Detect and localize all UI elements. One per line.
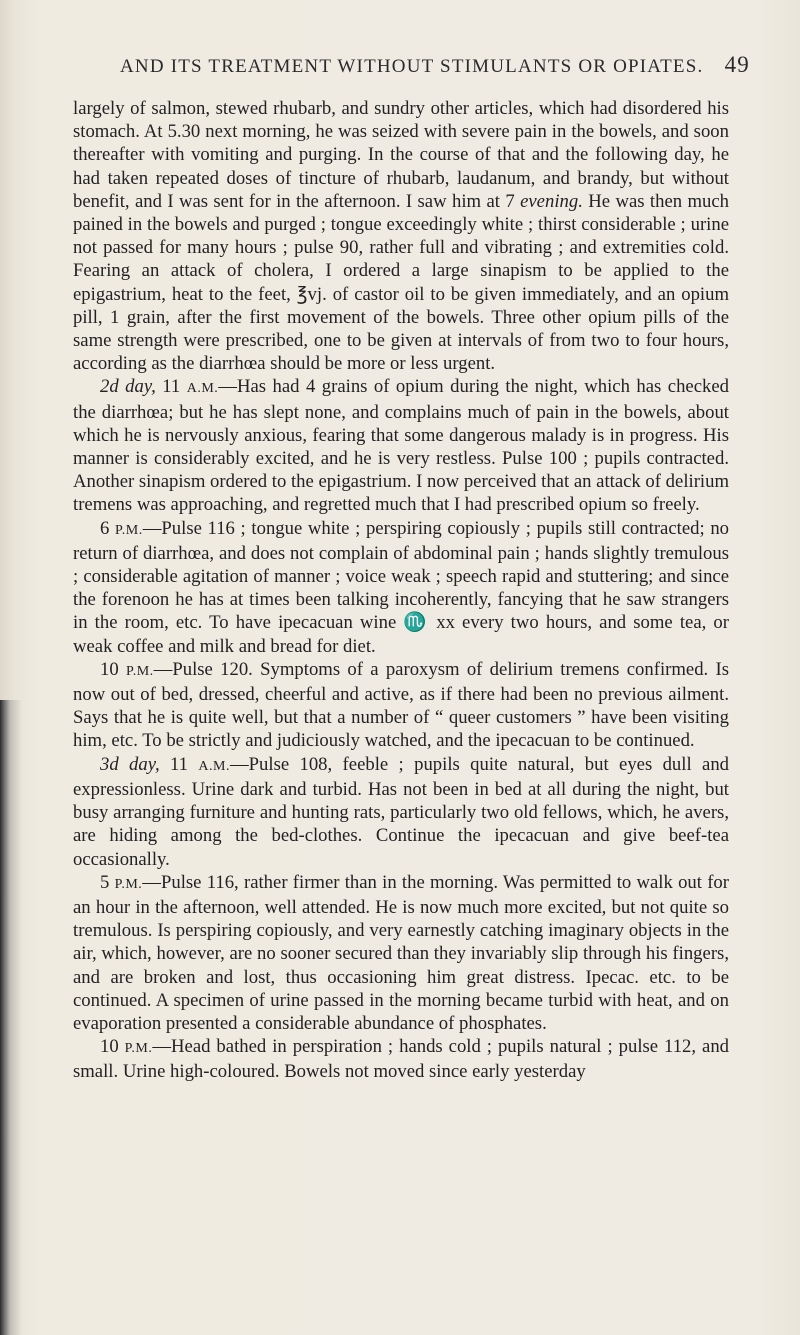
small-caps-text: P.M. [115, 522, 143, 538]
small-caps-text: P.M. [114, 876, 143, 892]
small-caps-text: P.M. [124, 1041, 153, 1057]
paragraph [73, 753, 729, 871]
page-number: 49 [724, 52, 750, 77]
text-run: 10 [100, 658, 126, 680]
small-caps-text: A.M. [186, 381, 219, 397]
text-run: —Has had 4 grains of opium during the night, which has checked the diarrhœa; but he has slept none, and complains much of pain in the bowels, about which he is nervously anxious, fearing that some dangerous malady is in progress. His manner is considerably excited, and he is very restless. Pulse 100 ; pupils contracted. Another sinapism ordered to the epigastrium. I now perceived that an attack of delirium tremens was approaching, and regretted much that I had prescribed opium so freely. [73, 376, 729, 516]
italic-text: evening. [520, 190, 583, 212]
paragraph [73, 97, 729, 375]
text-run: —Pulse 116 ; tongue white ; perspiring copiously ; pupils still contracted; no return of diarrhœa, and does not complain of abdominal pain ; hands slightly tremulous ; considerable agitation of manner ; voice weak ; speech rapid and stuttering; and since the forenoon he has at times been talking incoherently, fancying that he saw strangers in the room, etc. To have ipecacuan wine ♏ xx every two hours, and some tea, or weak coffee and milk and bread for diet. [73, 517, 730, 657]
paragraph [73, 871, 729, 1035]
text-run: 11 [155, 376, 187, 398]
text-run: —Pulse 120. Symptoms of a paroxysm of delirium tremens confirmed. Is now out of bed, dressed, cheerful and active, as if there had been no previous ailment. Says that he is quite well, but that a number of “ queer customers ” have been visiting him, etc. To be strictly and judiciously watched, and the ipecacuan to be continued. [73, 658, 729, 752]
text-run: He was then much pained in the bowels and purged ; tongue exceedingly white ; thirst considerable ; urine not passed for many hours ; pulse 90, rather full and vibrating ; and extremities cold. Fearing an attack of cholera, I ordered a large sinapism to be applied to the epigastrium, heat to the feet, ℥vj. of castor oil to be given immediately, and an opium pill, 1 grain, after the first movement of the bowels. Three other opium pills of the same strength were prescribed, one to be given at intervals of from two to four hours, according as the diarrhœa should be more or less urgent. [73, 190, 730, 375]
running-title: AND ITS TREATMENT WITHOUT STIMULANTS OR OPIATES. [120, 56, 704, 77]
text-run: 6 [100, 517, 116, 539]
paragraph [73, 375, 729, 516]
text-run: 11 [159, 753, 199, 775]
text-run: 10 [100, 1036, 125, 1058]
text-run: 5 [100, 871, 115, 893]
paragraph [73, 658, 729, 753]
text-run: —Pulse 108, feeble ; pupils quite natural, but eyes dull and expressionless. Urine dark and turbid. Has not been in bed at all during the night, but busy arranging furniture and hunting rats, particularly two old fellows, which, he avers, are hiding among the bed-clothes. Continue the ipecacuan and give beef-tea occasionally. [73, 753, 730, 870]
text-run: largely of salmon, stewed rhubarb, and sundry other articles, which had disordered his stomach. At 5.30 next morning, he was seized with severe pain in the bowels, and soon thereafter with vomiting and purging. In the course of that and the following day, he had taken repeated doses of tincture of rhubarb, laudanum, and brandy, but without benefit, and I was sent for in the afternoon. I saw him at 7 [73, 98, 729, 212]
paragraph [73, 517, 729, 658]
binding-shadow [0, 700, 22, 1335]
text-run: —Head bathed in perspiration ; hands cold ; pupils natural ; pulse 112, and small. Urine high-coloured. Bowels not moved since early yesterday [73, 1036, 730, 1083]
paragraph [73, 1035, 729, 1083]
body-text [73, 97, 729, 1084]
text-run: —Pulse 116, rather firmer than in the morning. Was permitted to walk out for an hour in the afternoon, well attended. He is now much more excited, but not quite so tremulous. Is perspiring copiously, and very earnestly catching imaginary objects in the air, which, however, are no sooner secured than they invariably slip through his fingers, and are broken and lost, thus occasioning him great distress. Ipecac. etc. to be continued. A specimen of urine passed in the morning became turbid with heat, and on evaporation presented a considerable abundance of phosphates. [73, 871, 729, 1034]
italic-text: 2d day, [100, 376, 156, 398]
small-caps-text: P.M. [125, 663, 154, 679]
small-caps-text: A.M. [198, 758, 230, 774]
italic-text: 3d day, [100, 753, 160, 775]
